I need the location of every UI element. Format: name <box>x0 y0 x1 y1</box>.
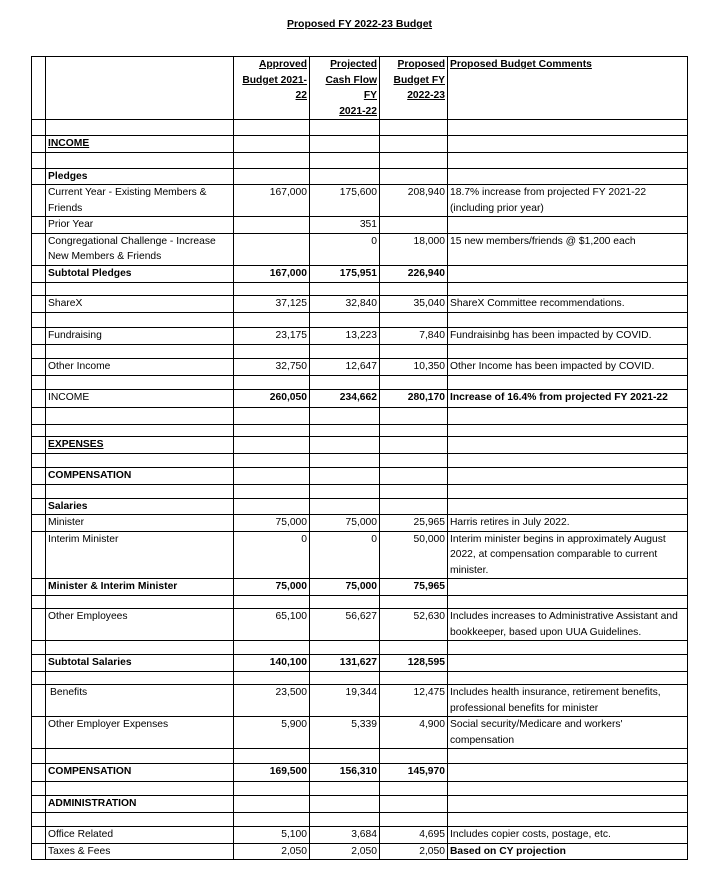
subtotal-row: Subtotal Salaries 140,100 131,627 128,595 <box>32 655 688 672</box>
header-proposed: Proposed Budget FY 2022-23 <box>380 57 448 120</box>
section-administration: ADMINISTRATION <box>32 796 688 813</box>
table-row: Minister 75,000 75,000 25,965 Harris retires in July 2022. <box>32 515 688 532</box>
table-row: Prior Year 351 <box>32 217 688 234</box>
subtotal-row: Minister & Interim Minister 75,000 75,000 75,965 <box>32 579 688 596</box>
table-row: Fundraising 23,175 13,223 7,840 Fundraisinbg has been impacted by COVID. <box>32 327 688 344</box>
table-row: Congregational Challenge - Increase New Members & Friends 0 18,000 15 new members/friends @ $1,200 each <box>32 233 688 265</box>
header-row <box>32 57 688 120</box>
table-row: Current Year - Existing Members & Friends 167,000 175,600 208,940 18.7% increase from projected FY 2021-22 (including prior year) <box>32 185 688 217</box>
page-title: Proposed FY 2022-23 Budget <box>286 18 433 30</box>
header-approved: Approved Budget 2021- 22 <box>234 57 310 120</box>
table-row: Other Income 32,750 12,647 10,350 Other Income has been impacted by COVID. <box>32 358 688 375</box>
table-row: Benefits 23,500 19,344 12,475 Includes health insurance, retirement benefits, professional benefits for minister <box>32 685 688 717</box>
section-salaries: Salaries <box>32 498 688 515</box>
table-row: Office Related 5,100 3,684 4,695 Includes copier costs, postage, etc. <box>32 827 688 844</box>
table-row: ShareX 37,125 32,840 35,040 ShareX Committee recommendations. <box>32 295 688 312</box>
total-row: INCOME 260,050 234,662 280,170 Increase of 16.4% from projected FY 2021-22 <box>32 389 688 407</box>
section-compensation: COMPENSATION <box>32 467 688 484</box>
table-row: Other Employer Expenses 5,900 5,339 4,900 Social security/Medicare and workers' compensation <box>32 717 688 749</box>
total-row: COMPENSATION 169,500 156,310 145,970 <box>32 764 688 782</box>
header-comments: Proposed Budget Comments <box>448 57 688 120</box>
table-row: Other Employees 65,100 56,627 52,630 Includes increases to Administrative Assistant and bookkeeper, based upon UUA Guidelines. <box>32 609 688 641</box>
section-expenses: EXPENSES <box>32 436 688 453</box>
budget-table <box>31 56 688 860</box>
table-row: Interim Minister 0 0 50,000 Interim minister begins in approximately August 2022, at compensation comparable to current minister. <box>32 531 688 579</box>
subtotal-row: Subtotal Pledges 167,000 175,951 226,940 <box>32 265 688 282</box>
header-projected: Projected Cash Flow FY 2021-22 <box>310 57 380 120</box>
table-row: Taxes & Fees 2,050 2,050 2,050 Based on CY projection <box>32 843 688 860</box>
section-income: INCOME <box>32 136 688 153</box>
section-pledges: Pledges <box>32 168 688 185</box>
